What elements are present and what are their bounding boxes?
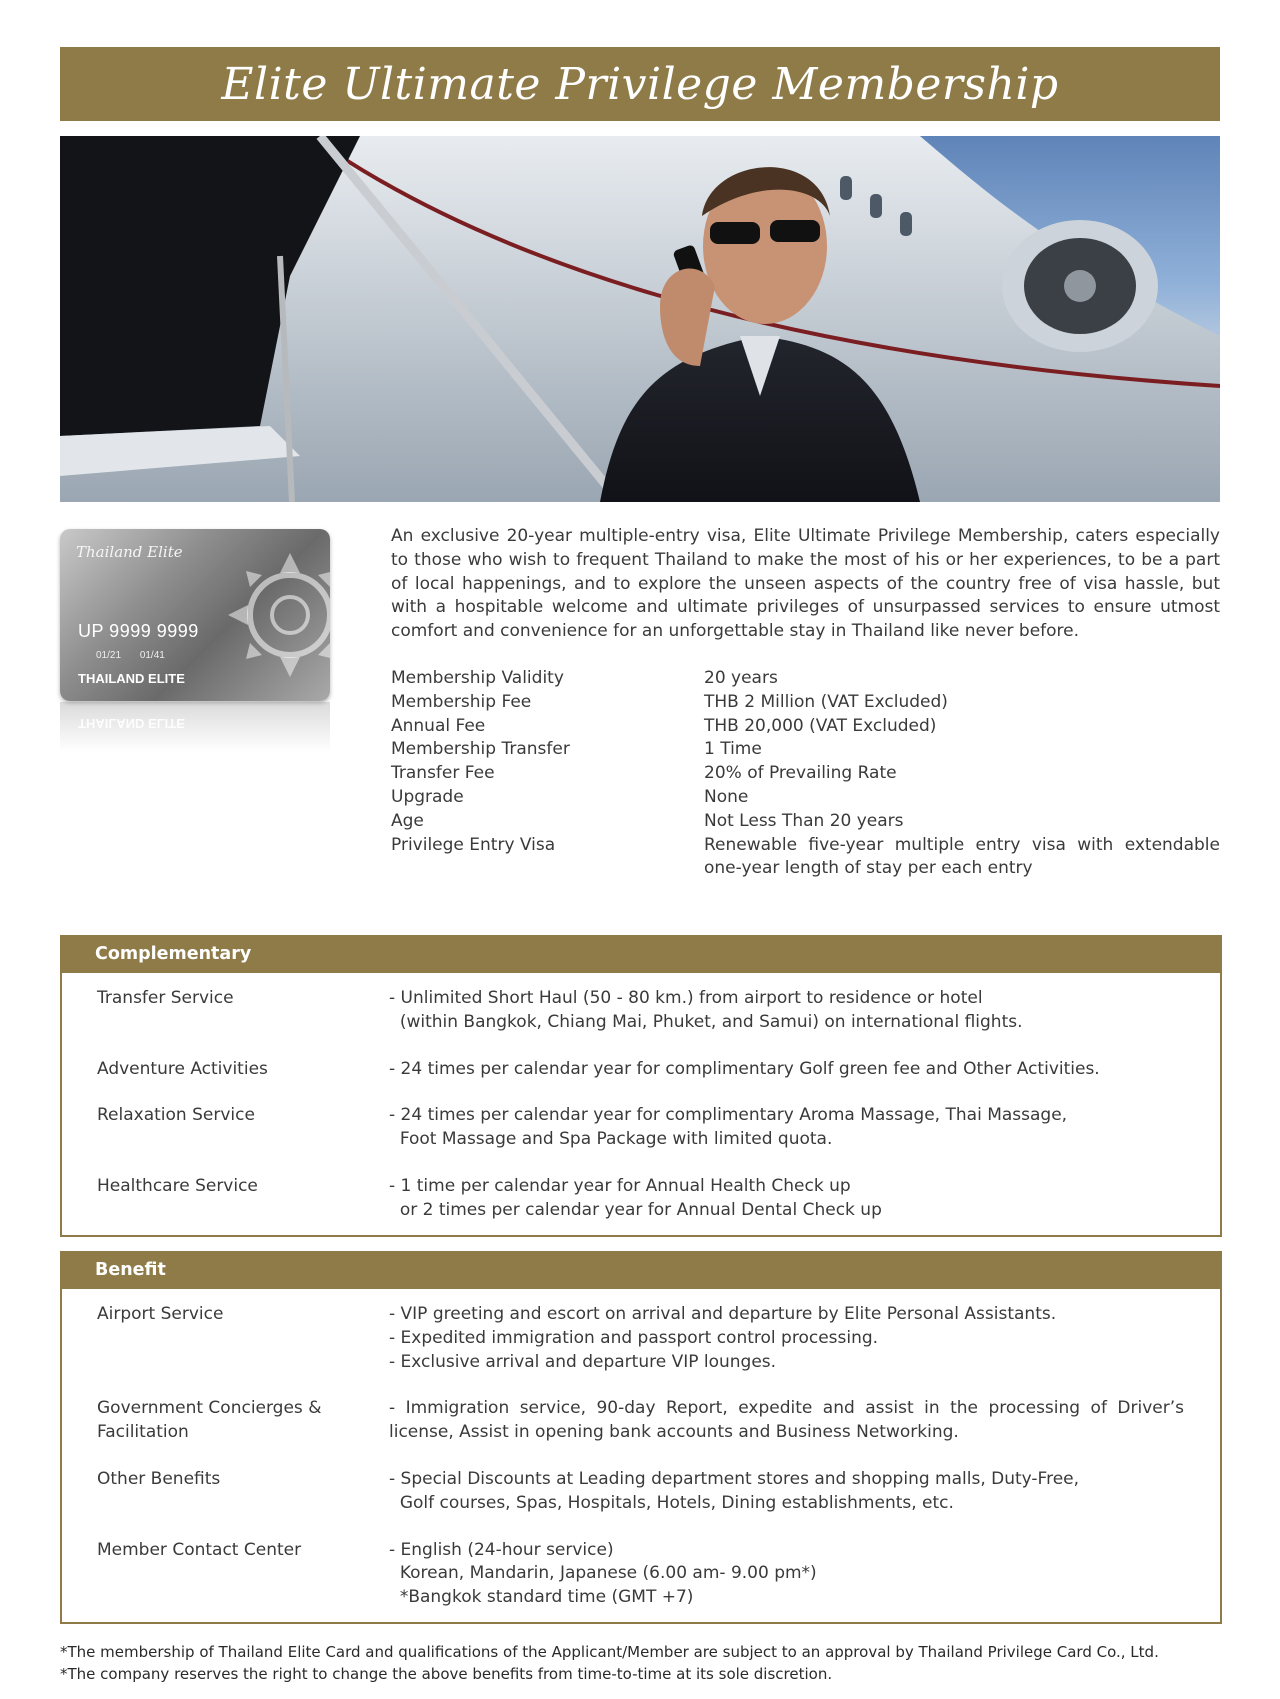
benefit-row bbox=[97, 1468, 1184, 1516]
card-valid-thru: 01/41 bbox=[139, 650, 165, 661]
detail-value: 1 Time bbox=[704, 739, 762, 760]
detail-label: Privilege Entry Visa bbox=[391, 834, 556, 855]
detail-label: Membership Fee bbox=[391, 691, 532, 712]
complementary-section bbox=[60, 935, 1222, 1237]
detail-value: THB 2 Million (VAT Excluded) bbox=[704, 691, 948, 712]
detail-label: Upgrade bbox=[391, 786, 464, 807]
text-line: - Exclusive arrival and departure VIP lounges. bbox=[389, 1351, 777, 1372]
detail-value: 20% of Prevailing Rate bbox=[704, 763, 897, 784]
membership-details bbox=[391, 667, 1220, 881]
detail-value: Renewable five-year multiple entry visa with extendable one-year length of stay per each entry bbox=[704, 834, 1220, 879]
detail-label: Transfer Fee bbox=[391, 763, 495, 784]
complementary-row-label: Healthcare Service bbox=[97, 1175, 258, 1196]
card-dates bbox=[96, 650, 165, 661]
page-title: Elite Ultimate Privilege Membership bbox=[221, 58, 1059, 110]
text-line: - Special Discounts at Leading department stores and shopping malls, Duty-Free, bbox=[389, 1468, 1080, 1489]
benefit-row bbox=[97, 1539, 1184, 1610]
text-line: - Unlimited Short Haul (50 - 80 km.) from airport to residence or hotel bbox=[389, 988, 983, 1008]
detail-row bbox=[391, 786, 1220, 810]
benefit-row-text bbox=[389, 1539, 1184, 1610]
complementary-row bbox=[97, 1175, 1184, 1223]
complementary-row bbox=[97, 987, 1184, 1035]
card-number: UP 9999 9999 bbox=[78, 621, 199, 641]
detail-label: Membership Validity bbox=[391, 668, 564, 688]
detail-label: Membership Transfer bbox=[391, 739, 570, 760]
detail-row bbox=[391, 810, 1220, 834]
detail-label: Annual Fee bbox=[391, 715, 486, 736]
card-reflection-text: THAILAND ELITE bbox=[78, 716, 185, 731]
text-line: (within Bangkok, Chiang Mai, Phuket, and Samui) on international flights. bbox=[389, 1011, 1023, 1032]
text-line: or 2 times per calendar year for Annual Dental Check up bbox=[389, 1199, 882, 1220]
benefit-header: Benefit bbox=[60, 1251, 1222, 1289]
card-reflection bbox=[60, 702, 330, 752]
text-line: - Expedited immigration and passport control processing. bbox=[389, 1327, 879, 1348]
benefit-row-label: Member Contact Center bbox=[97, 1539, 302, 1560]
benefit-row-label: Government Concierges & Facilitation bbox=[97, 1398, 322, 1443]
title-banner bbox=[60, 47, 1220, 121]
card-emblem-icon bbox=[210, 529, 330, 701]
detail-value: 20 years bbox=[704, 668, 778, 688]
card-valid-from: 01/21 bbox=[96, 650, 122, 661]
detail-row bbox=[391, 667, 1220, 691]
complementary-row-label: Transfer Service bbox=[97, 988, 234, 1008]
benefit-row-label: Airport Service bbox=[97, 1304, 224, 1324]
complementary-row-text bbox=[389, 1104, 1184, 1152]
text-line: - Immigration service, 90-day Report, expedite and assist in the processing of Driver’s license, Assist in opening bank accounts and Business Networking. bbox=[389, 1398, 1190, 1443]
benefit-row-text bbox=[389, 1468, 1184, 1516]
text-line: - 24 times per calendar year for complimentary Golf green fee and Other Activities. bbox=[389, 1058, 1100, 1079]
benefit-row bbox=[97, 1397, 1190, 1445]
text-line: Foot Massage and Spa Package with limited quota. bbox=[389, 1129, 833, 1150]
detail-row bbox=[391, 738, 1220, 762]
text-line: - 1 time per calendar year for Annual Health Check up bbox=[389, 1175, 851, 1196]
benefit-row-label: Other Benefits bbox=[97, 1468, 221, 1489]
hero-photo bbox=[60, 136, 1220, 502]
complementary-row-text bbox=[389, 987, 1184, 1035]
detail-row bbox=[391, 715, 1220, 739]
text-line: - VIP greeting and escort on arrival and departure by Elite Personal Assistants. bbox=[389, 1304, 1057, 1324]
detail-row bbox=[391, 691, 1220, 715]
detail-row bbox=[391, 834, 1220, 882]
detail-value: None bbox=[704, 786, 749, 807]
complementary-row-text bbox=[389, 1058, 1184, 1082]
benefit-section bbox=[60, 1251, 1222, 1624]
complementary-header: Complementary bbox=[60, 935, 1222, 973]
footer-note: *The membership of Thailand Elite Card and qualifications of the Applicant/Member are subject to an approval by Thailand Privilege Card Co., Ltd. bbox=[60, 1643, 1159, 1661]
benefit-row-text bbox=[389, 1397, 1190, 1445]
intro-paragraph: An exclusive 20-year multiple-entry visa, Elite Ultimate Privilege Membership, caters especially to those who wish to frequent Thailand to make the most of his or her experiences, to be a part of local happenings, and to explore the unseen aspects of the country free of visa hassle, but with a hospitable welcome and ultimate privileges of unsurpassed services to ensure utmost comfort and convenience for an unforgettable stay in Thailand like never before. bbox=[391, 526, 1220, 642]
detail-value: THB 20,000 (VAT Excluded) bbox=[704, 715, 937, 736]
complementary-row-text bbox=[389, 1175, 1184, 1223]
businessman-phone-jet-photo bbox=[60, 136, 1220, 502]
text-line: - English (24-hour service) bbox=[389, 1539, 614, 1560]
complementary-row bbox=[97, 1058, 1184, 1082]
text-line: Golf courses, Spas, Hospitals, Hotels, Dining establishments, etc. bbox=[389, 1492, 954, 1513]
complementary-body bbox=[62, 973, 1220, 1235]
complementary-row-label: Adventure Activities bbox=[97, 1058, 268, 1079]
text-line: Korean, Mandarin, Japanese (6.00 am- 9.00 pm*) bbox=[389, 1563, 817, 1584]
text-line: - 24 times per calendar year for complimentary Aroma Massage, Thai Massage, bbox=[389, 1105, 1068, 1126]
detail-label: Age bbox=[391, 810, 424, 831]
detail-row bbox=[391, 762, 1220, 786]
footer-note: *The company reserves the right to change the above benefits from time-to-time at its sole discretion. bbox=[60, 1664, 833, 1683]
card-holder-name: THAILAND ELITE bbox=[78, 671, 185, 686]
card-brand-logo: Thailand Elite bbox=[76, 543, 183, 561]
text-line: *Bangkok standard time (GMT +7) bbox=[389, 1587, 694, 1608]
membership-card bbox=[60, 529, 330, 701]
benefit-row bbox=[97, 1303, 1184, 1374]
footer-notes bbox=[60, 1642, 1230, 1685]
detail-value: Not Less Than 20 years bbox=[704, 810, 904, 831]
complementary-row bbox=[97, 1104, 1184, 1152]
benefit-row-text bbox=[389, 1303, 1184, 1374]
complementary-row-label: Relaxation Service bbox=[97, 1105, 255, 1126]
benefit-body bbox=[62, 1289, 1220, 1622]
